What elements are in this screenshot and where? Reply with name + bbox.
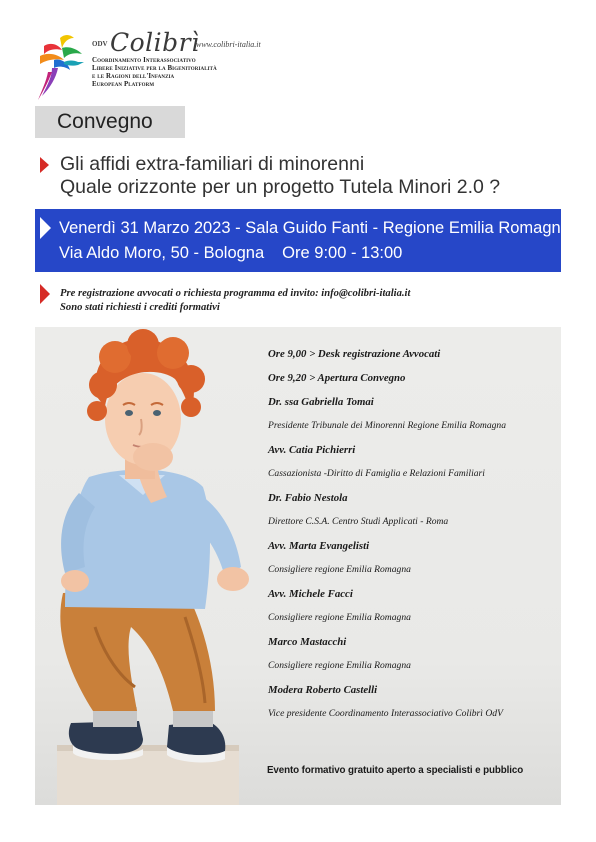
event-time: Ore 9:00 - 13:00 — [282, 244, 403, 262]
event-date-venue: Venerdì 31 Marzo 2023 - Sala Guido Fanti - Regione Emilia Romagna — [59, 219, 570, 237]
event-address-time — [59, 244, 402, 263]
program-panel — [35, 327, 561, 805]
program-entry-role: Cassazionista -Diritto di Famiglia e Relazioni Familiari — [268, 468, 485, 479]
logo-url-link[interactable]: www.colibri-italia.it — [196, 40, 261, 49]
program-entry-title: Ore 9,20 > Apertura Convegno — [268, 372, 406, 384]
registration-info — [60, 287, 410, 315]
program-entry-title: Modera Roberto Castelli — [268, 684, 378, 696]
program-entry-role: Direttore C.S.A. Centro Studi Applicati - Roma — [268, 516, 449, 527]
registration-line: Sono stati richiesti i crediti formativi — [60, 302, 220, 313]
logo-subtitle — [92, 57, 217, 89]
child-photo — [35, 327, 275, 805]
logo-line: e le Ragioni dell'Infanzia — [92, 73, 175, 80]
banner-triangle-icon — [40, 217, 51, 239]
title-triangle-icon — [40, 157, 49, 173]
program-entry-title: Avv. Michele Facci — [268, 588, 353, 600]
program-entry-title: Marco Mastacchi — [268, 636, 347, 648]
program-list — [268, 345, 558, 729]
program-entry-role: Consigliere regione Emilia Romagna — [268, 612, 411, 623]
event-title — [60, 153, 500, 199]
program-entry-title: Avv. Catia Pichierri — [268, 444, 356, 456]
program-entry-role: Vice presidente Coordinamento Interassociativo Colibrì OdV — [268, 708, 503, 719]
program-entry-title: Dr. ssa Gabriella Tomai — [268, 396, 374, 408]
registration-line: Pre registrazione avvocati o richiesta programma ed invito: info@colibri-italia.it — [60, 288, 411, 299]
registration-triangle-icon — [40, 284, 50, 304]
event-info-banner — [35, 209, 570, 272]
logo — [34, 30, 294, 105]
event-title-line: Gli affidi extra-familiari di minorenni — [60, 153, 365, 175]
program-entry-role: Consigliere regione Emilia Romagna — [268, 660, 411, 671]
event-address: Via Aldo Moro, 50 - Bologna — [59, 244, 265, 262]
event-type-badge: Convegno — [35, 106, 185, 138]
program-entry-role: Consigliere regione Emilia Romagna — [268, 564, 411, 575]
program-entry-title: Ore 9,00 > Desk registrazione Avvocati — [268, 348, 441, 360]
logo-name: Colibrì — [110, 28, 200, 57]
event-free-note: Evento formativo gratuito aperto a specialisti e pubblico — [267, 765, 524, 776]
logo-line: Coordinamento Interassociativo — [92, 57, 196, 64]
logo-odv: ODV — [92, 40, 108, 48]
program-entry-role: Presidente Tribunale dei Minorenni Regione Emilia Romagna — [268, 420, 507, 431]
program-entry-title: Dr. Fabio Nestola — [268, 492, 348, 504]
logo-line: Libere Iniziative per la Bigenitorialità — [92, 65, 217, 72]
logo-line: European Platform — [92, 81, 155, 88]
event-title-line: Quale orizzonte per un progetto Tutela Minori 2.0 ? — [60, 176, 501, 198]
hummingbird-logo-icon — [34, 32, 86, 104]
program-entry-title: Avv. Marta Evangelisti — [268, 540, 370, 552]
